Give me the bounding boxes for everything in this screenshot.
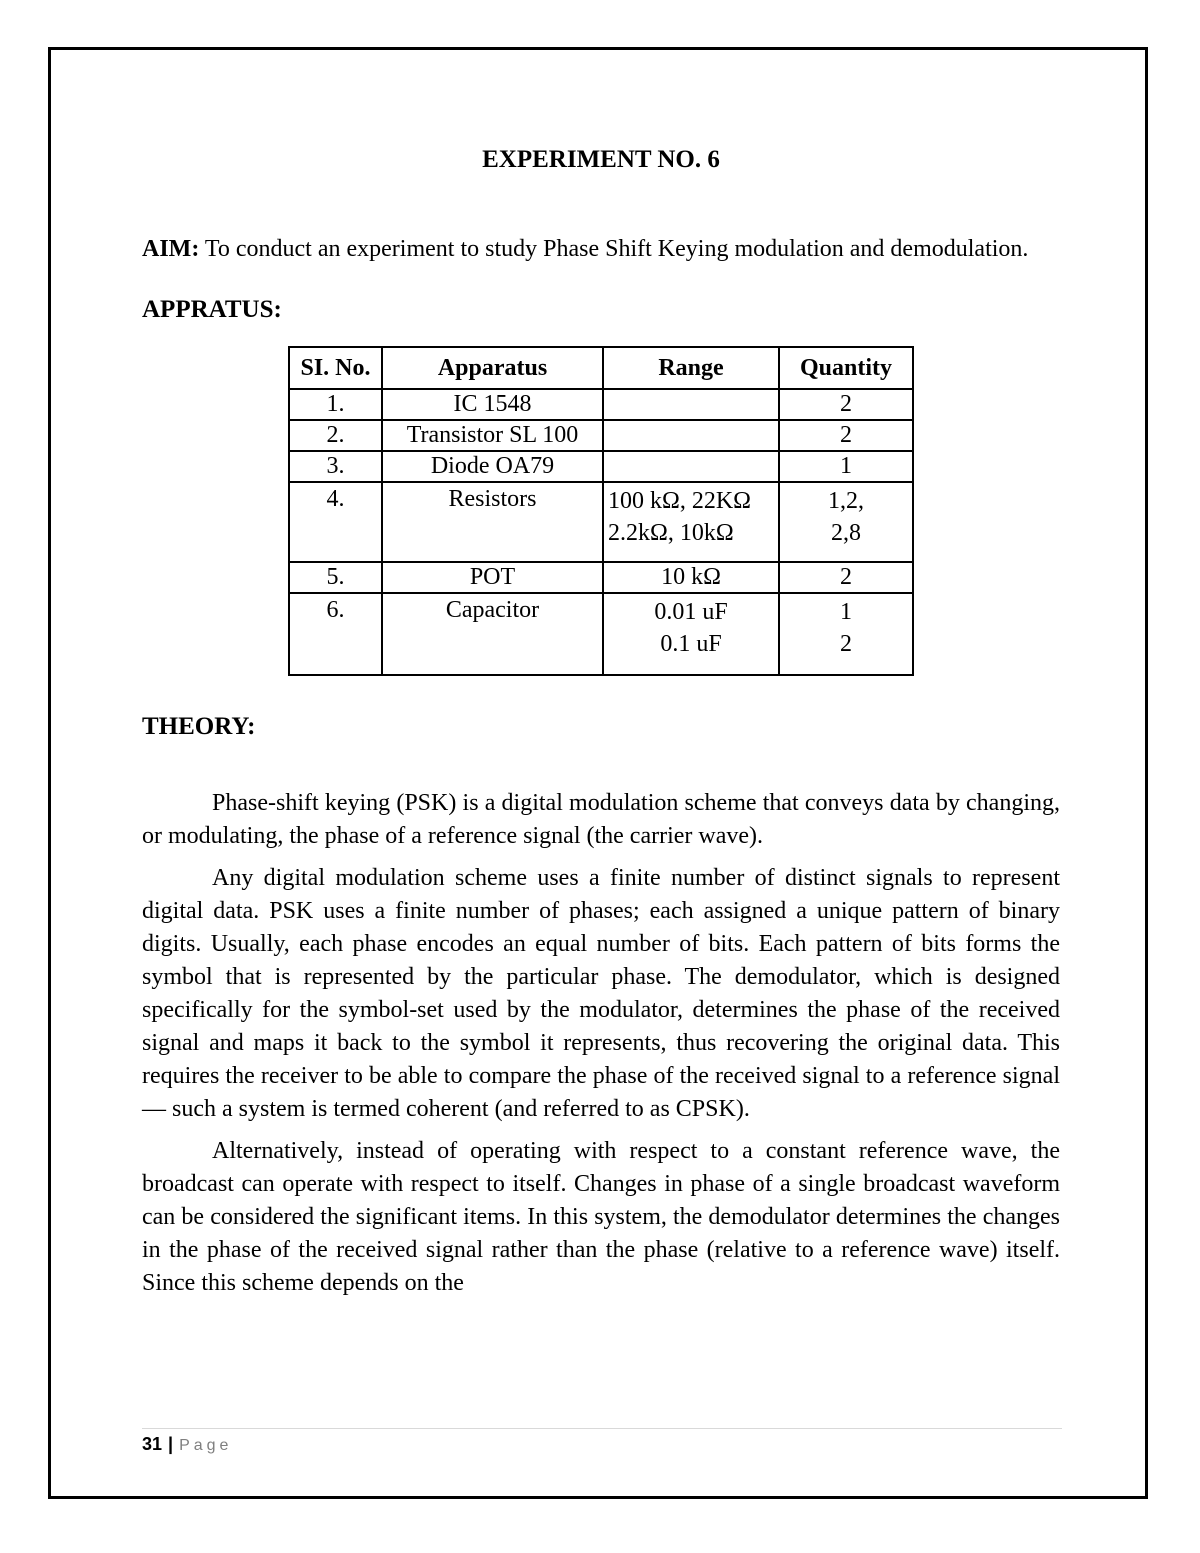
cell-range <box>603 389 779 420</box>
header-sl-no: SI. No. <box>289 347 382 389</box>
header-apparatus: Apparatus <box>382 347 603 389</box>
table-row <box>289 389 913 420</box>
cell-sl-no: 2. <box>289 420 382 451</box>
theory-paragraph: Any digital modulation scheme uses a finite number of distinct signals to represent digital data. PSK uses a finite number of phases; each assigned a unique pattern of binary digits. Usually, each phase encodes an equal number of bits. Each pattern of bits forms the symbol that is represented by the particular phase. The demodulator, which is designed specifically for the symbol-set used by the modulator, determines the phase of the received signal and maps it back to the symbol it represents, thus recovering the original data. This requires the receiver to be able to compare the phase of the received signal to a reference signal — such a system is termed coherent (and referred to as CPSK). <box>142 865 1060 1122</box>
cell-apparatus: Capacitor <box>382 593 603 675</box>
cell-apparatus: Diode OA79 <box>382 451 603 482</box>
page-footer <box>142 1432 232 1458</box>
cell-range: 100 kΩ, 22KΩ 2.2kΩ, 10kΩ <box>603 482 779 562</box>
cell-range: 0.01 uF 0.1 uF <box>603 593 779 675</box>
theory-paragraph: Phase-shift keying (PSK) is a digital modulation scheme that conveys data by changing, or modulating, the phase of a reference signal (the carrier wave). <box>142 790 1060 849</box>
footer-divider <box>142 1428 1062 1429</box>
cell-range <box>603 420 779 451</box>
cell-apparatus: Resistors <box>382 482 603 562</box>
cell-quantity: 1 <box>779 451 913 482</box>
table-row <box>289 451 913 482</box>
aim-text: To conduct an experiment to study Phase Shift Keying modulation and demodulation. <box>199 236 1029 262</box>
table-row <box>289 482 913 562</box>
cell-quantity: 2 <box>779 389 913 420</box>
table-row <box>289 420 913 451</box>
cell-sl-no: 3. <box>289 451 382 482</box>
table-header-row <box>289 347 913 389</box>
cell-quantity: 1 2 <box>779 593 913 675</box>
cell-apparatus: POT <box>382 562 603 593</box>
header-range: Range <box>603 347 779 389</box>
footer-separator: | <box>168 1434 174 1454</box>
page-content <box>142 140 1060 1300</box>
table-row <box>289 562 913 593</box>
cell-apparatus: IC 1548 <box>382 389 603 420</box>
cell-range <box>603 451 779 482</box>
page-number: 31 <box>142 1434 163 1454</box>
cell-sl-no: 5. <box>289 562 382 593</box>
cell-range: 10 kΩ <box>603 562 779 593</box>
cell-sl-no: 1. <box>289 389 382 420</box>
aim-label: AIM: <box>142 236 200 262</box>
cell-apparatus: Transistor SL 100 <box>382 420 603 451</box>
experiment-title: EXPERIMENT NO. 6 <box>482 146 720 173</box>
theory-heading: THEORY: <box>142 713 256 740</box>
apparatus-table <box>288 346 914 676</box>
cell-quantity: 2 <box>779 420 913 451</box>
header-quantity: Quantity <box>779 347 913 389</box>
cell-quantity: 1,2, 2,8 <box>779 482 913 562</box>
table-row <box>289 593 913 675</box>
cell-sl-no: 6. <box>289 593 382 675</box>
cell-quantity: 2 <box>779 562 913 593</box>
apparatus-heading: APPRATUS: <box>142 296 282 323</box>
aim-section <box>142 233 1060 265</box>
theory-paragraph: Alternatively, instead of operating with respect to a constant reference wave, the broadcast can operate with respect to itself. Changes in phase of a single broadcast waveform can be considered the significant items. In this system, the demodulator determines the changes in the phase of the received signal rather than the phase (relative to a reference wave) itself. Since this scheme depends on the <box>142 1138 1060 1296</box>
cell-sl-no: 4. <box>289 482 382 562</box>
page-label: Page <box>179 1437 233 1454</box>
